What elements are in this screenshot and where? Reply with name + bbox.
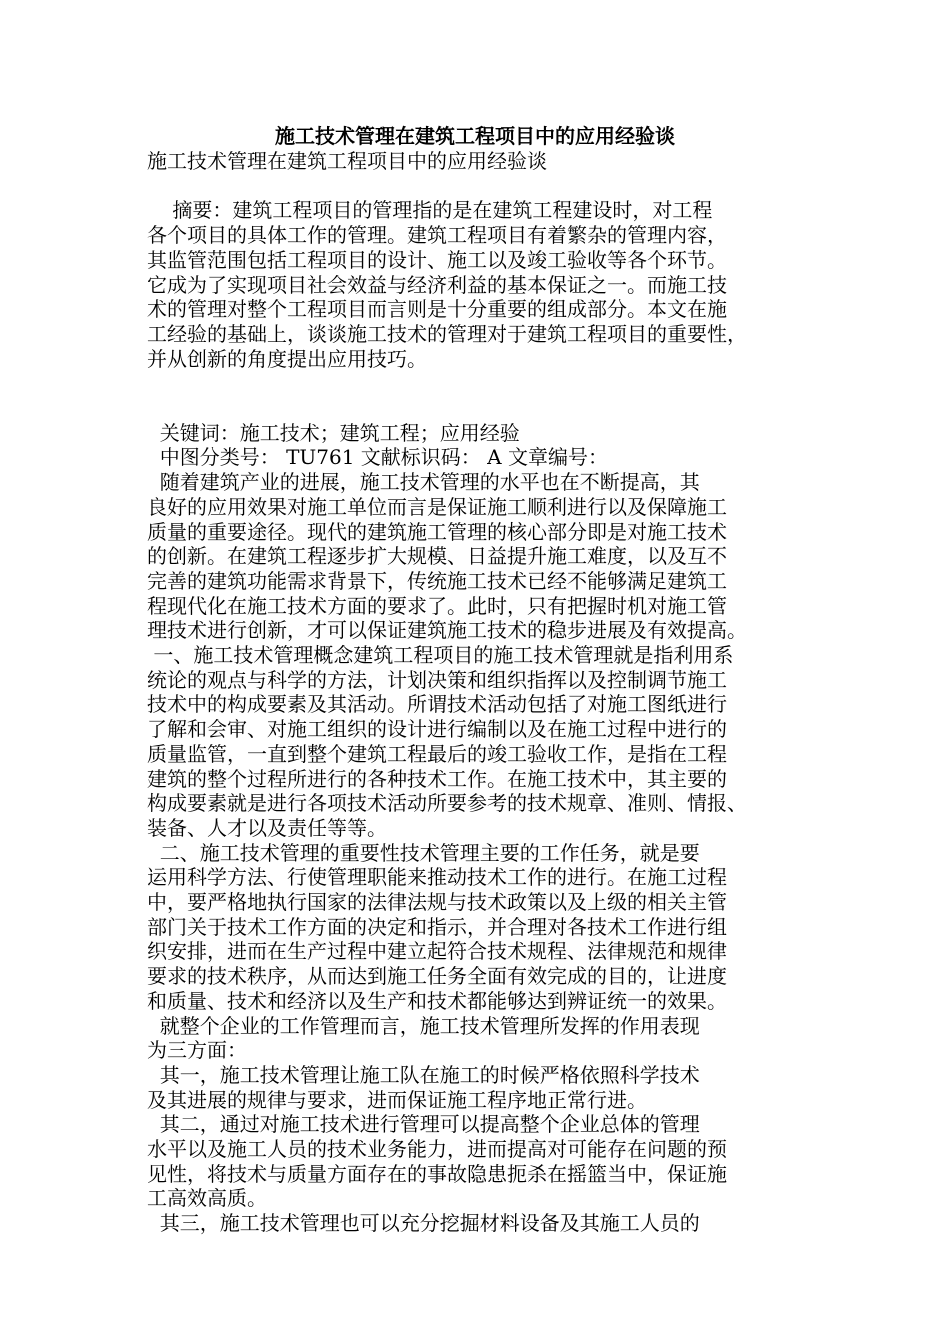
- body-line: 一、施工技术管理概念建筑工程项目的施工技术管理就是指利用系: [147, 643, 734, 668]
- abstract-line: 术的管理对整个工程项目而言则是十分重要的组成部分。本文在施: [147, 297, 727, 322]
- abstract-line: 它成为了实现项目社会效益与经济利益的基本保证之一。而施工技: [147, 272, 727, 297]
- body-line: 完善的建筑功能需求背景下，传统施工技术已经不能够满足建筑工: [147, 568, 727, 593]
- body-line: 为三方面：: [147, 1038, 247, 1063]
- body-line: 要求的技术秩序，从而达到施工任务全面有效完成的目的，让进度: [147, 964, 727, 989]
- classification-line: 中图分类号： TU761 文献标识码： A 文章编号：: [147, 445, 608, 470]
- body-line: 织安排，进而在生产过程中建立起符合技术规程、法律规范和规律: [147, 939, 727, 964]
- abstract-line: 摘要：建筑工程项目的管理指的是在建筑工程建设时，对工程: [147, 198, 713, 223]
- abstract-line: 其监管范围包括工程项目的设计、施工以及竣工验收等各个环节。: [147, 247, 727, 272]
- body-line: 随着建筑产业的进展，施工技术管理的水平也在不断提高，其: [147, 470, 700, 495]
- body-line: 技术中的构成要素及其活动。所谓技术活动包括了对施工图纸进行: [147, 692, 727, 717]
- body-line: 构成要素就是进行各项技术活动所要参考的技术规章、准则、情报、: [147, 791, 747, 816]
- abstract-line: 各个项目的具体工作的管理。建筑工程项目有着繁杂的管理内容，: [147, 223, 727, 248]
- abstract-section: [147, 198, 827, 371]
- body-line: 就整个企业的工作管理而言，施工技术管理所发挥的作用表现: [147, 1013, 700, 1038]
- body-line: 的创新。在建筑工程逐步扩大规模、日益提升施工难度，以及互不: [147, 544, 727, 569]
- body-line: 质量监管，一直到整个建筑工程最后的竣工验收工作，是指在工程: [147, 741, 727, 766]
- body-line: 其三，施工技术管理也可以充分挖掘材料设备及其施工人员的: [147, 1211, 700, 1236]
- body-line: 装备、人才以及责任等等。: [147, 815, 387, 840]
- body-line: 见性，将技术与质量方面存在的事故隐患扼杀在摇篮当中，保证施: [147, 1161, 727, 1186]
- body-line: 二、施工技术管理的重要性技术管理主要的工作任务，就是要: [147, 840, 700, 865]
- body-line: 其二，通过对施工技术进行管理可以提高整个企业总体的管理: [147, 1112, 700, 1137]
- main-text-section: [147, 470, 827, 1236]
- body-line: 良好的应用效果对施工单位而言是保证施工顺利进行以及保障施工: [147, 494, 727, 519]
- body-line: 程现代化在施工技术方面的要求了。此时，只有把握时机对施工管: [147, 593, 727, 618]
- blank-line: [147, 396, 827, 421]
- body-line: 中，要严格地执行国家的法律法规与技术政策以及上级的相关主管: [147, 890, 727, 915]
- body-line: 工高效高质。: [147, 1186, 267, 1211]
- body-line: 部门关于技术工作方面的决定和指示，并合理对各技术工作进行组: [147, 914, 727, 939]
- keywords-line: 关键词：施工技术；建筑工程；应用经验: [147, 420, 520, 445]
- body-line: 其一，施工技术管理让施工队在施工的时候严格依照科学技术: [147, 1062, 700, 1087]
- body-line: 统论的观点与科学的方法，计划决策和组织指挥以及控制调节施工: [147, 667, 727, 692]
- blank-line: [147, 371, 827, 396]
- body-line: 运用科学方法、行使管理职能来推动技术工作的进行。在施工过程: [147, 865, 727, 890]
- abstract-line: 工经验的基础上，谈谈施工技术的管理对于建筑工程项目的重要性，: [147, 321, 747, 346]
- document-subtitle: 施工技术管理在建筑工程项目中的应用经验谈: [147, 149, 547, 173]
- body-line: 建筑的整个过程所进行的各种技术工作。在施工技术中，其主要的: [147, 766, 727, 791]
- document-title: 施工技术管理在建筑工程项目中的应用经验谈: [275, 124, 675, 148]
- blank-line: [147, 174, 827, 199]
- body-line: 及其进展的规律与要求，进而保证施工程序地正常行进。: [147, 1087, 647, 1112]
- document-body: [147, 149, 827, 1236]
- body-line: 质量的重要途径。现代的建筑施工管理的核心部分即是对施工技术: [147, 519, 727, 544]
- body-line: 和质量、技术和经济以及生产和技术都能够达到辨证统一的效果。: [147, 988, 727, 1013]
- body-line: 水平以及施工人员的技术业务能力，进而提高对可能存在问题的预: [147, 1137, 727, 1162]
- body-line: 理技术进行创新，才可以保证建筑施工技术的稳步进展及有效提高。: [147, 618, 747, 643]
- body-line: 了解和会审、对施工组织的设计进行编制以及在施工过程中进行的: [147, 717, 727, 742]
- abstract-line: 并从创新的角度提出应用技巧。: [147, 346, 427, 371]
